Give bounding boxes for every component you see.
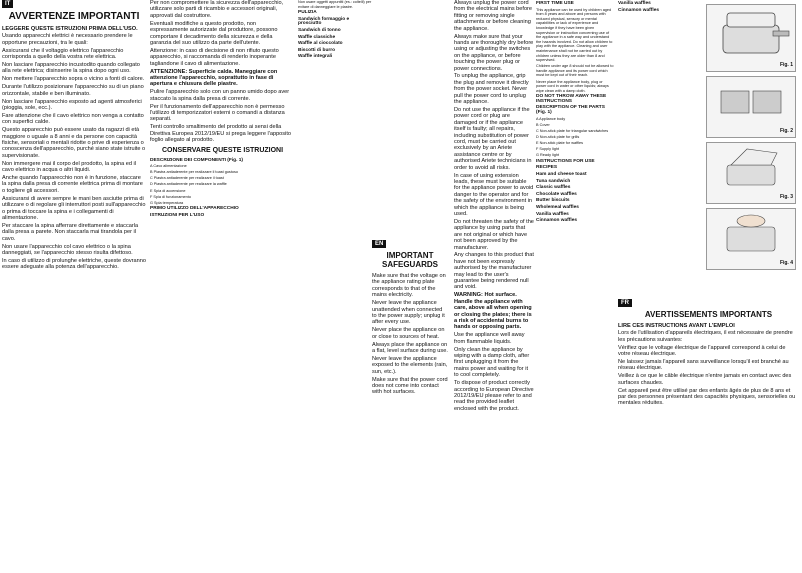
en-p9: Never place the appliance body, plug or power cord in water or other liquids; always wipe clean with a damp cloth. [536, 79, 609, 93]
en-p1: Make sure that the voltage on the appliance rating plate corresponds to that of the mains electricity. [372, 273, 446, 299]
it-keep-title: CONSERVARE QUESTE ISTRUZIONI [161, 146, 284, 154]
it-p2: Assicurarsi che il voltaggio elettrico l'apparecchio corrisponda a quello della vostra rete elettrica. [2, 47, 124, 61]
en-p12: To unplug the appliance, grip the plug and remove it directly from the power socket. Never pull the power cord to unplug the appliance. [454, 73, 529, 106]
it-p11: Assicurarsi di avere sempre le mani ben asciutte prima di utilizzare o di regolare gli interruttori posti sull'apparecchio o prima di toccare la spina e i collegamenti di alimentazione. [2, 195, 146, 221]
it-p3: Non lasciare l'apparecchio incustodito quando collegato alla rete elettrica; disinserire la spina dopo ogni uso. [2, 62, 140, 75]
lang-tag-it: IT [2, 0, 13, 8]
en-first-use: FIRST TIME USE [536, 1, 574, 6]
it-p7: Fare attenzione che il cavo elettrico non venga a contatto con superfici calde. [2, 112, 144, 126]
it-first-use-title: PRIMO UTILIZZO DELL'APPARECCHIO [150, 206, 239, 212]
figure-1 [706, 4, 796, 72]
en-p19: Only clean the appliance by wiping with a damp cloth, after first unplugging it from the mains power and waiting for it to cool completely. [454, 346, 530, 379]
en-desc-1: B Cover [536, 122, 550, 127]
fig2-label: Fig. 2 [779, 127, 793, 134]
column-english [454, 0, 614, 573]
en-desc-title: DESCRIPTION OF THE PARTS (Fig. 1) [536, 105, 605, 116]
en-p14: In case of using extension leads, these must be suitable for the appliance power to avoid danger to the operator and for the safety of the environment in which the appliance is being used. [454, 172, 534, 217]
en-p5: Never leave the appliance exposed to the elements (rain, sun, etc.). [372, 355, 448, 375]
en-p15: Do not threaten the safety of the appliance by using parts that are not original or which have not been approved by the manufacturer. [454, 218, 534, 251]
en-desc-2: C Non-stick plate for triangular sandwiches [536, 128, 609, 133]
en-desc-3: D Non-stick plate for grills [536, 134, 580, 139]
en-recipe-5: Wholemeal waffles [536, 204, 579, 210]
it-p6: Non lasciare l'apparecchio esposto ad agenti atmosferici (pioggia, sole, ecc.). [2, 98, 142, 111]
it-p13: Non usare l'apparecchio col cavo elettrico o la spina danneggiati, se l'apparecchio stesso risulta difettoso. [2, 243, 133, 256]
plates-illustration [707, 77, 795, 127]
column-recipes-it [298, 0, 450, 573]
en-p2: Never leave the appliance unattended when connected to the power supply; unplug it after every use. [372, 300, 445, 326]
it-c2-p3: Attenzione: in caso di decisione di non rifiuto questo apparecchio, si raccomanda di renderlo inoperante tagliandone il cavo di alimentazione. [150, 47, 279, 67]
en-p8: Children under age 8 should not be allowed to handle appliance and its power cord which must be kept out of their reach. [536, 64, 614, 78]
en-p17: WARNING: Hot surface. Handle the appliance with care, above all when opening or closing the plates; there is a risk of accidental burns to hands or opposing parts. [454, 292, 532, 331]
figure-2 [706, 76, 796, 138]
it-recipe-note: Non usare oggetti appuntiti (es.: coltelli) per evitare di danneggiare le piastre. [298, 0, 372, 9]
en-recipe-7: Cinnamon waffles [536, 218, 578, 224]
it-recipe-2: Waffle classiche [298, 34, 336, 40]
en-recipe-vanilla: Vanilla waffles [618, 1, 651, 6]
en-instructions: INSTRUCTIONS FOR USE [536, 158, 595, 164]
en-p16: Any changes to this product that have not been expressly authorised by the manufacturer may lead to the user's guarantee being rendered null and void. [454, 252, 534, 291]
en-desc-5: F Supply light [536, 147, 560, 152]
fig1-label: Fig. 1 [779, 61, 793, 68]
fig3-label: Fig. 3 [779, 193, 793, 200]
hand-open-illustration [707, 143, 795, 193]
it-recipe-3: Waffle al cioccolato [298, 41, 343, 47]
fr-p5: Cet appareil peut être utilisé par des enfants âgés de plus de 8 ans et par des personnes présentant des capacités physiques, sensorielles ou mentales réduites. [618, 387, 796, 407]
it-recipe-1: Sandwich di tonno [298, 27, 341, 33]
column-italian-1 [2, 0, 146, 573]
column-italian-2 [150, 0, 295, 573]
fig4-label: Fig. 4 [779, 259, 793, 266]
it-p14: In caso di utilizzo di prolunghe elettriche, queste dovranno essere adeguate alla potenza dell'apparecchio. [2, 257, 146, 271]
figure-4 [706, 208, 796, 270]
column-figures-french [618, 0, 799, 573]
en-p7: This appliance can be used by children aged from 8 years and above and persons with reduced physical, sensory or mental capabilities or lack of experience and knowledge if they have been given supervision or instruction concerning use of the appliance in a safe way and understand the hazards involved. Do not allow children to play with the appliance. Cleaning and user maintenance shall not be carried out by children unless they are older than 8 and supervised. [536, 7, 613, 63]
en-p11: Always make sure that your hands are thoroughly dry before using or adjusting the switches on the appliance, or before touching the power plug or power connections. [454, 33, 534, 72]
it-p9: Non immergere mai il corpo del prodotto, la spina ed il cavo elettrico in acqua o altri liquidi. [2, 160, 137, 174]
en-p3: Never place the appliance on or close to sources of heat. [372, 327, 445, 340]
it-c2-p4: ATTENZIONE: Superficie calda. Maneggiare con attenzione l'apparecchio, soprattutto in fase di apertura e chiusura delle piastre. [150, 68, 278, 88]
it-desc-5: F Spia di funzionamento [150, 194, 191, 199]
en-desc-6: G Ready light [536, 153, 560, 158]
en-p10: Always unplug the power cord from the electrical mains before fitting or removing single attachments or before cleaning the appliance. [454, 0, 533, 32]
en-p20: To dispose of product correctly according to European Directive 2012/19/EU please refer to and read the provided leaflet enclosed with the product. [454, 380, 534, 412]
it-desc-0: A Cavo alimentazione [150, 164, 187, 169]
hand-close-illustration [707, 209, 795, 259]
fr-p4: Veillez à ce que le câble électrique n'entre jamais en contact avec des surfaces chaudes. [618, 373, 792, 386]
en-p6: Make sure that the power cord does not come into contact with hot surfaces. [372, 376, 448, 396]
en-recipe-1: Tuna sandwich [536, 178, 571, 184]
en-keep: DO NOT THROW AWAY THESE INSTRUCTIONS [536, 94, 607, 104]
waffle-maker-illustration [707, 5, 795, 61]
it-c2-p5: Pulire l'apparecchio solo con un panno umido dopo aver staccato la spina dalla presa di corrente. [150, 89, 290, 102]
it-desc-6: G Spia temperatura [150, 200, 184, 205]
en-recipe-3: Chocolate waffles [536, 191, 577, 197]
en-p13: Do not use the appliance if the power cord or plug are damaged or if the appliance itself is faulty; all repairs, including substitution of power cord, must be carried out exclusively by an Ariete assistance centre or by authorised Ariete technicians in order to avoid all risks. [454, 107, 532, 171]
it-desc-4: E Spia di accensione [150, 188, 186, 193]
en-recipe-cinnamon: Cinnamon waffles [618, 7, 660, 13]
it-recipe-5: Waffle integrali [298, 54, 333, 60]
it-p1: Usando apparecchi elettrici è necessario prendere le opportune precauzioni, tra le quali: [2, 33, 133, 46]
it-desc-title: DESCRIZIONE DEI COMPONENTI (Fig. 1) [150, 157, 244, 163]
it-p8: Questo apparecchio può essere usato da ragazzi di età maggiore o uguale a 8 anni e da persone con capacità fisiche, sensoriali o mentali ridotte o prive di esperienza o conoscenza dell'apparecchio, purché siano state istruite o supervisionate. [2, 127, 146, 159]
en-p4: Always place the appliance on a flat, level surface during use. [372, 341, 448, 354]
it-c2-p1: Per non compromettere la sicurezza dell'apparecchio, utilizzare solo parti di ricambio e accessori originali, approvati dal costruttore. [150, 0, 284, 19]
it-recipe-4: Biscotti di burro [298, 47, 336, 53]
it-p10: Anche quando l'apparecchio non è in funzione, staccare la spina dalla presa di corrente elettrica prima di montare o togliere gli accessori. [2, 175, 143, 194]
en-recipe-4: Butter biscuits [536, 198, 570, 204]
en-recipe-0: Ham and cheese toast [536, 172, 587, 177]
title-fr: AVERTISSEMENTS IMPORTANTS [644, 310, 773, 319]
it-p4: Non mettere l'apparecchio sopra o vicino a fonti di calore. [2, 76, 145, 83]
it-desc-2: C Piastra antiaderente per realizzare il toast [150, 176, 224, 181]
fr-p2: Vérifiez que le voltage électrique de l'appareil correspond à celui de votre réseau électrique. [618, 344, 786, 358]
lang-tag-en: EN [372, 240, 386, 248]
it-c2-p7: Tenti controllo smaltimento del prodotto ai sensi della Direttiva Europea 2012/19/EU si prega leggere l'apposito foglio allegato al prodotto. [150, 124, 291, 144]
it-desc-1: B Piastra antiaderente per realizzare il toast gustoso [150, 170, 239, 175]
it-usage-title: ISTRUZIONI PER L'USO [150, 212, 205, 218]
en-p18: Use the appliance well away from flammable liquids. [454, 332, 525, 345]
it-p5: Durante l'utilizzo posizionare l'apparecchio su di un piano orizzontale, stabile e ben illuminato. [2, 84, 144, 97]
fr-p1: Lors de l'utilisation d'appareils électriques, il est nécessaire de prendre les précautions suivantes: [618, 330, 793, 343]
en-recipe-2: Classic waffles [536, 185, 571, 191]
fr-p3: Ne laissez jamais l'appareil sans surveillance lorsqu'il est branché au réseau électrique. [618, 359, 789, 372]
it-recipes-title: PULIZIA [298, 10, 317, 16]
it-desc-3: D Piastra antiaderente per realizzare la waffle [150, 182, 227, 187]
it-recipe-0: Sandwich formaggio e prosciutto [298, 16, 350, 27]
en-desc-0: A Appliance body [536, 116, 566, 121]
en-recipes: RECIPES [536, 165, 558, 171]
it-c2-p6: Per il funzionamento dell'apparecchio non è permesso l'utilizzo di temporizzatori esterni o comandi a distanza separati. [150, 103, 285, 123]
title-it: AVVERTENZE IMPORTANTI [8, 11, 140, 22]
figure-3 [706, 142, 796, 204]
en-desc-4: E Non-stick plate for waffles [536, 141, 583, 146]
en-recipe-6: Vanilla waffles [536, 211, 569, 217]
it-p12: Per staccare la spina afferrare direttamente e staccarla dalla presa a parete. Non staccarla mai tirandola per il cavo. [2, 222, 139, 242]
fr-intro: LIRE CES INSTRUCTIONS AVANT L'EMPLOI [618, 323, 735, 329]
lang-tag-fr: FR [618, 299, 632, 307]
it-c2-p2: Eventuali modifiche a questo prodotto, non espressamente autorizzate dal produttore, possono comportare il decadimento della sicurezza e della garanzia del suo utilizzo da parte dell'utente. [150, 20, 278, 46]
it-intro: LEGGERE QUESTE ISTRUZIONI PRIMA DELL'USO. [2, 26, 138, 32]
title-en: IMPORTANT SAFEGUARDS [381, 251, 438, 269]
